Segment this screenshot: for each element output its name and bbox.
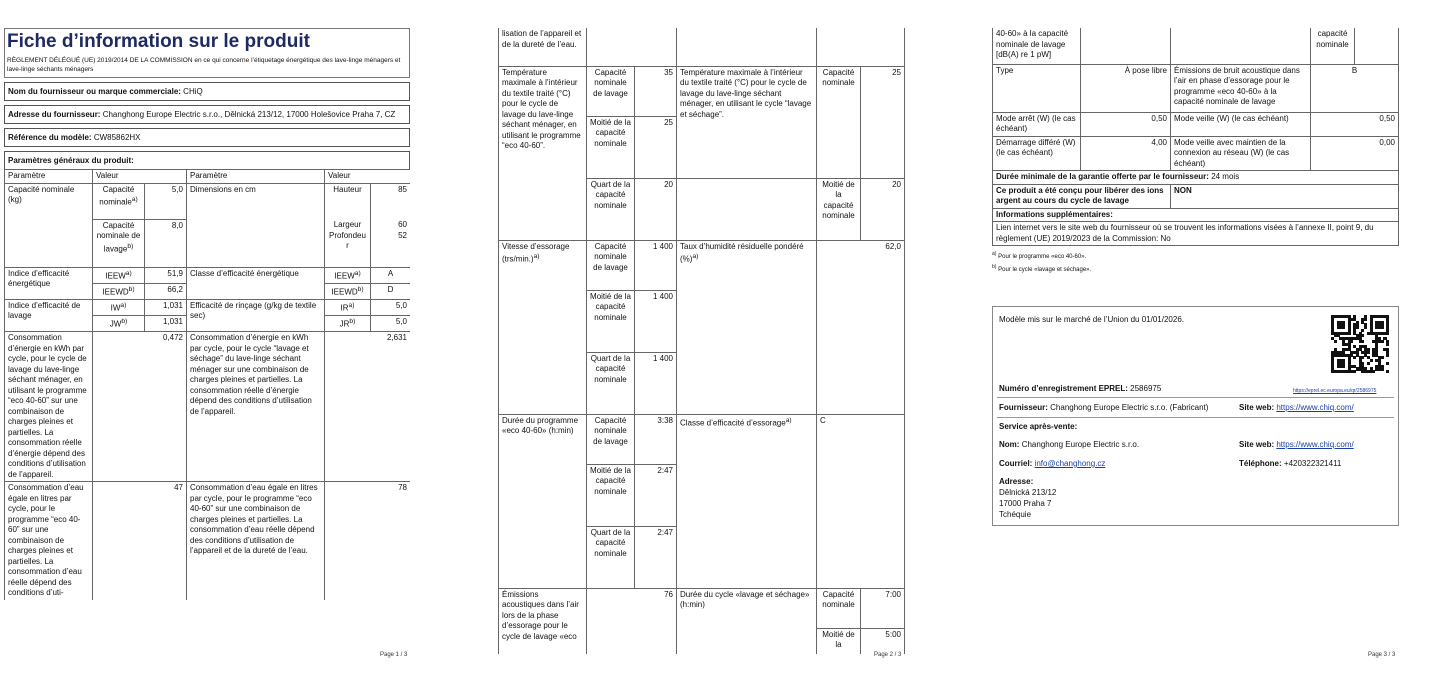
model-label: Référence du modèle: xyxy=(8,133,92,142)
rinse-label: Efficacité de rinçage (g/kg de textile sec) xyxy=(187,299,325,331)
iee-wd-sup: b) xyxy=(128,285,135,293)
spin-class-label: Classe d’efficacité d’essorage xyxy=(680,418,786,428)
divider xyxy=(997,417,1394,418)
duration-sub3: Quart de la capacité nominale xyxy=(587,526,635,588)
cycle-sub1: Capacité nominale xyxy=(817,588,861,628)
page-1-frame xyxy=(4,28,410,78)
continued-text: lisation de l’appareil et de la dureté de l’eau. xyxy=(499,28,587,66)
dim-height-val: 85 xyxy=(371,183,411,219)
type-label: Type xyxy=(993,64,1081,112)
class-w-sup: a) xyxy=(354,269,361,277)
iee-wd-val: 66,2 xyxy=(145,283,187,299)
table-row xyxy=(993,184,1399,208)
dim-depth-label: Profondeur xyxy=(329,230,366,250)
spin-val3: 1 400 xyxy=(635,352,677,414)
warranty-label: Durée minimale de la garantie offerte par le fournisseur: xyxy=(996,172,1209,181)
off-mode-val: 0,50 xyxy=(1081,112,1171,136)
jr-val: 5,0 xyxy=(371,315,411,331)
network-standby-val: 0,00 xyxy=(1311,136,1399,171)
general-params-header xyxy=(4,151,410,169)
spin-class-sup: a) xyxy=(785,416,792,424)
table-row xyxy=(993,136,1399,171)
eprel-link[interactable]: https://eprel.ec.europa.eu/qr/2586975 xyxy=(1293,388,1377,394)
noise-cont-right: capacité nominale xyxy=(1311,28,1355,64)
standby-label: Mode veille (W) (le cas échéant) xyxy=(1171,112,1311,136)
table-row xyxy=(499,414,905,464)
table-row xyxy=(993,208,1399,222)
noise-cont-empty xyxy=(1081,28,1171,64)
web-label: Site web: xyxy=(1239,403,1275,412)
temp-washdry-empty xyxy=(677,178,817,240)
water-wash-val: 47 xyxy=(93,482,187,600)
footnote-b-text: Pour le cycle «lavage et séchage». xyxy=(998,267,1092,273)
capacity-label: Capacité nominale (kg) xyxy=(5,183,93,267)
iee-w-sup: a) xyxy=(125,269,132,277)
model-value: CW85862HX xyxy=(93,133,141,142)
moisture-label: Taux d’humidité résiduelle pondéré (%) xyxy=(680,241,804,264)
iee-w-label: IEEW xyxy=(105,271,126,281)
table-row xyxy=(993,28,1399,64)
duration-sub1: Capacité nominale de lavage xyxy=(587,414,635,464)
class-wd-sup: b) xyxy=(357,285,364,293)
wash-index-label: Indice d’efficacité de lavage xyxy=(5,299,93,331)
spin-val1: 1 400 xyxy=(635,240,677,290)
continued-empty-2 xyxy=(677,28,817,66)
table-row xyxy=(993,222,1399,246)
market-box xyxy=(992,306,1399,526)
standby-val: 0,50 xyxy=(1311,112,1399,136)
spin-label: Vitesse d’essorage (trs/min.) xyxy=(502,241,570,264)
extra-info-label: Informations supplémentaires: xyxy=(993,208,1399,222)
temp-wash-sub2: Moitié de la capacité nominale xyxy=(587,116,635,178)
spin-sub3: Quart de la capacité nominale xyxy=(587,352,635,414)
mail-label: Courriel: xyxy=(999,459,1033,468)
temp-wash-sub3: Quart de la capacité nominale xyxy=(587,178,635,240)
supplier-label: Nom du fournisseur ou marque commerciale: xyxy=(8,87,181,96)
general-params-label: Paramètres généraux du produit: xyxy=(8,156,134,165)
ions-val: NON xyxy=(1171,184,1399,208)
spin-sup: a) xyxy=(533,253,540,260)
dim-height-label: Hauteur xyxy=(325,183,371,219)
page-number-3: Page 3 / 3 xyxy=(1368,652,1396,658)
name-val: Changhong Europe Electric s.r.o. xyxy=(1021,440,1140,449)
divider xyxy=(997,397,1394,398)
water-washdry-label: Consommation d’eau égale en litres par cycle, pour le programme “eco 40-60” sur une combinaison de charges pleines et partielles. La consommation d’eau réelle dépend des conditions d’utilisation de l’appareil et de la dureté de l’eau. xyxy=(187,482,325,600)
off-mode-label: Mode arrêt (W) (le cas échéant) xyxy=(993,112,1081,136)
temp-washdry-sub2: Moitié de la capacité nominale xyxy=(817,178,861,240)
capacity-val2: 8,0 xyxy=(145,219,187,267)
jw-val: 1,031 xyxy=(145,315,187,331)
iee-wd-label: IEEWD xyxy=(102,287,129,297)
cycle-label: Durée du cycle «lavage et séchage» (h:min) xyxy=(677,588,817,654)
iee-label: Indice d’efficacité énergétique xyxy=(5,267,93,299)
spin-val2: 1 400 xyxy=(635,290,677,352)
eprel-val: 2586975 xyxy=(1130,384,1162,393)
spin-sub1: Capacité nominale de lavage xyxy=(587,240,635,290)
footnote-a-sup: a) xyxy=(992,251,997,257)
temp-wash-sub1: Capacité nominale de lavage xyxy=(587,66,635,116)
table-row xyxy=(499,240,905,290)
page-number-1: Page 1 / 3 xyxy=(380,652,408,658)
dim-depth-val: 52 xyxy=(398,230,407,240)
supplier-val-3: Changhong Europe Electric s.r.o. (Fabricant) xyxy=(1050,403,1209,412)
ions-label: Ce produit a été conçu pour libérer des ions argent au cours du cycle de lavage xyxy=(993,184,1171,208)
temp-washdry-val1: 25 xyxy=(861,66,905,178)
table-row xyxy=(5,299,411,315)
aftersales-label: Service après-vente: xyxy=(999,422,1078,431)
noise-continued: 40-60» à la capacité nominale de lavage [dB(A) re 1 pW] xyxy=(993,28,1081,64)
supplier-value: CHiQ xyxy=(183,87,203,96)
header-param: Paramètre xyxy=(5,170,93,184)
address-line3: Tchéquie xyxy=(999,510,1032,519)
water-washdry-val: 78 xyxy=(325,482,411,600)
footnote-a-text: Pour le programme «eco 40-60». xyxy=(998,254,1087,260)
table-row xyxy=(499,66,905,116)
qr-code-icon xyxy=(1331,315,1389,373)
web2-link[interactable]: https://www.chiq.com/ xyxy=(1276,440,1354,449)
temp-wash-val3: 20 xyxy=(635,178,677,240)
table-row xyxy=(5,183,411,219)
address-value: Changhong Europe Electric s.r.o., Dělnická 213/12, 17000 Holešovice Praha 7, CZ xyxy=(102,110,396,119)
energy-washdry-val: 2,631 xyxy=(325,332,411,482)
table-row xyxy=(499,588,905,628)
market-text: Modèle mis sur le marché de l’Union du 01/01/2026. xyxy=(999,315,1184,324)
model-box xyxy=(4,128,410,147)
table-row xyxy=(5,267,411,283)
continued-empty-3 xyxy=(817,28,905,66)
spin-sub2: Moitié de la capacité nominale xyxy=(587,290,635,352)
noise-class-label: Émissions de bruit acoustique dans l’air en phase d’essorage pour le programme «eco 40-60» à la capacité nominale de lavage xyxy=(1171,64,1311,112)
page-1 xyxy=(4,0,410,664)
ir-val: 5,0 xyxy=(371,299,411,315)
noise-label: Émissions acoustiques dans l’air lors de la phase d’essorage pour le cycle de lavage «eco xyxy=(499,588,587,654)
noise-class-val: B xyxy=(1311,64,1399,112)
temp-wash-val2: 25 xyxy=(635,116,677,178)
duration-label: Durée du programme «eco 40-60» (h:min) xyxy=(499,414,587,588)
ir-label: IR xyxy=(340,303,349,313)
network-standby-label: Mode veille avec maintien de la connexion au réseau (W) (le cas échéant) xyxy=(1171,136,1311,171)
params-table-3 xyxy=(992,28,1399,246)
energy-washdry-label: Consommation d’énergie en kWh par cycle, pour le cycle “lavage et séchage” du lave-linge séchant ménager sur une combinaison de charges pleines et partielles. La consommation réelle d’énergie dépend des conditions d’utilisation de l’appareil. xyxy=(187,332,325,482)
jw-label: JW xyxy=(109,319,122,329)
footnote-b-sup: b) xyxy=(992,264,997,270)
table-row xyxy=(993,112,1399,136)
delay-start-label: Démarrage différé (W) (le cas échéant) xyxy=(993,136,1081,171)
table-header-row xyxy=(5,170,411,184)
cycle-sub2: Moitié de la xyxy=(817,628,861,654)
iw-val: 1,031 xyxy=(145,299,187,315)
capacity-sub2-sup: b) xyxy=(127,242,134,250)
page-number-2: Page 2 / 3 xyxy=(874,652,902,658)
address-line1: Dělnická 213/12 xyxy=(999,488,1057,497)
class-w-label: IEEW xyxy=(334,271,355,281)
moisture-val: 62,0 xyxy=(817,240,905,414)
extra-info-text: Lien internet vers le site web du fournisseur où se trouvent les informations visées à l’annexe II, point 9, du règlement (UE) 2019/2023 de la Commission: No xyxy=(993,222,1399,246)
delay-start-val: 4,00 xyxy=(1081,136,1171,171)
table-row xyxy=(993,64,1399,112)
supplier-label-3: Fournisseur: xyxy=(999,403,1048,412)
table-row xyxy=(5,482,411,600)
capacity-sub1-sup: a) xyxy=(131,196,138,203)
footnote-a xyxy=(992,249,1402,262)
address-label: Adresse du fournisseur: xyxy=(8,110,101,119)
temp-washdry-val2: 20 xyxy=(861,178,905,240)
class-wd-label: IEEWD xyxy=(331,287,358,297)
web-link[interactable]: https://www.chiq.com/ xyxy=(1276,403,1354,412)
params-table-1 xyxy=(4,169,410,600)
phone-label: Téléphone: xyxy=(1239,459,1282,468)
supplier-box xyxy=(4,82,410,101)
dim-width-label: Largeur xyxy=(333,220,362,229)
page-2 xyxy=(498,0,908,664)
address-line2: 17000 Praha 7 xyxy=(999,499,1052,508)
cycle-val2: 5:00 xyxy=(861,628,905,654)
duration-sub2: Moitié de la capacité nominale xyxy=(587,464,635,526)
moisture-sup: a) xyxy=(692,253,699,260)
type-val: À pose libre xyxy=(1081,64,1171,112)
footnote-b xyxy=(992,262,1402,275)
noise-cont-empty-3 xyxy=(1355,28,1399,64)
continued-empty-1 xyxy=(587,28,677,66)
jr-label: JR xyxy=(339,319,350,329)
warranty-val: 24 mois xyxy=(1211,172,1240,181)
water-wash-label: Consommation d’eau égale en litres par cycle, pour le programme “eco 40-60” sur une combinaison de charges pleines et partielles. La consommation d’eau réelle dépend des conditions d’uti- xyxy=(5,482,93,600)
iw-sup: a) xyxy=(120,301,127,309)
header-value-2: Valeur xyxy=(325,170,411,184)
capacity-sub2: Capacité nominale de lavage xyxy=(96,220,141,254)
spin-class-val: C xyxy=(817,414,905,588)
header-value: Valeur xyxy=(93,170,187,184)
temp-wash-val1: 35 xyxy=(635,66,677,116)
sheet-title: Fiche d’information sur le produit xyxy=(7,31,310,52)
dimensions-label: Dimensions en cm xyxy=(187,183,325,267)
jw-sup: b) xyxy=(121,317,128,325)
iw-label: IW xyxy=(110,303,121,313)
jr-sup: b) xyxy=(349,317,356,325)
temp-washdry-label: Température maximale à l’intérieur du textile traité (°C) pour le cycle de lavage du lave-linge séchant ménager, en utilisant le cycle “lavage et séchage”. xyxy=(677,66,817,178)
address-box xyxy=(4,105,410,124)
eprel-label: Numéro d’enregistrement EPREL: xyxy=(999,384,1128,393)
duration-val3: 2:47 xyxy=(635,526,677,588)
energy-wash-label: Consommation d’énergie en kWh par cycle, pour le cycle de lavage du lave-linge séchant ménager, en utilisant le programme “eco 40-60” sur une combinaison de charges pleines et partielles. La consommation réelle d’énergie dépend des conditions d’utilisation de l’appareil. xyxy=(5,332,93,482)
table-row xyxy=(5,332,411,482)
header-param-2: Paramètre xyxy=(187,170,325,184)
address-label-3: Adresse: xyxy=(999,477,1034,486)
ir-sup: a) xyxy=(348,301,355,309)
noise-val: 76 xyxy=(587,588,677,654)
web2-label: Site web: xyxy=(1239,440,1275,449)
energy-class-label: Classe d’efficacité énergétique xyxy=(187,267,325,299)
table-row xyxy=(499,28,905,66)
noise-cont-empty-2 xyxy=(1171,28,1311,64)
temp-wash-label: Température maximale à l’intérieur du textile traité (°C) pour le cycle de lavage du lave-linge séchant ménager, en utilisant le programme “eco 40-60”. xyxy=(499,66,587,240)
regulation-text: RÈGLEMENT DÉLÉGUÉ (UE) 2019/2014 DE LA COMMISSION en ce qui concerne l’étiquetage énergétique des lave-linge ménagers et lave-linge séchants ménagers xyxy=(7,57,401,73)
iee-w-val: 51,9 xyxy=(145,267,187,283)
temp-washdry-sub1: Capacité nominale xyxy=(817,66,861,178)
page-3 xyxy=(992,0,1402,664)
params-table-2 xyxy=(498,28,905,654)
cycle-val1: 7:00 xyxy=(861,588,905,628)
energy-wash-val: 0,472 xyxy=(93,332,187,482)
phone-val: +420322321411 xyxy=(1283,459,1342,468)
duration-val1: 3:38 xyxy=(635,414,677,464)
table-row xyxy=(993,171,1399,185)
duration-val2: 2:47 xyxy=(635,464,677,526)
class-w-val: A xyxy=(371,267,411,283)
capacity-val1: 5,0 xyxy=(145,183,187,219)
capacity-sub1: Capacité nominale xyxy=(99,184,135,207)
dim-width-val: 60 xyxy=(398,220,407,229)
mail-link[interactable]: info@changhong.cz xyxy=(1034,459,1106,468)
name-label: Nom: xyxy=(999,440,1020,449)
class-wd-val: D xyxy=(371,283,411,299)
